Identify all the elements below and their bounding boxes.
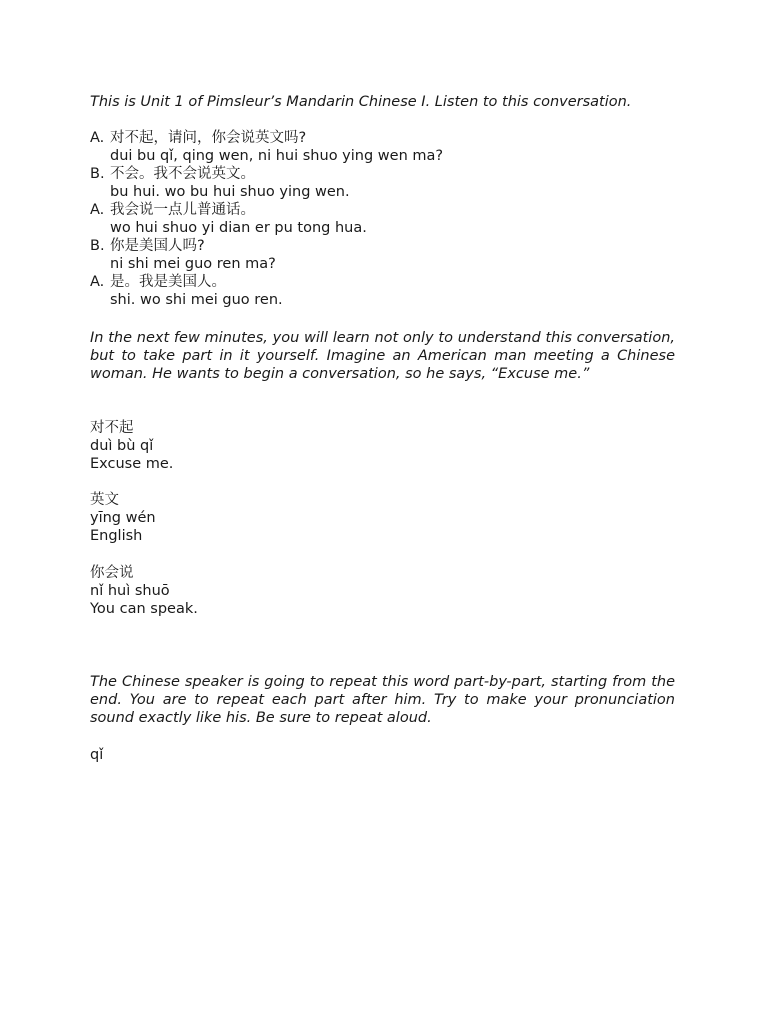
pinyin-text: bu hui. wo bu hui shuo ying wen. bbox=[110, 184, 350, 200]
vocab-pinyin: duì bù qǐ bbox=[90, 438, 154, 454]
dialogue-line bbox=[90, 201, 675, 219]
dialogue-pinyin bbox=[90, 219, 675, 237]
vocab-english: You can speak. bbox=[90, 601, 198, 617]
vocab-entry bbox=[90, 491, 390, 545]
speaker-label: B. bbox=[90, 166, 105, 182]
vocab-hanzi: 英文 bbox=[90, 492, 119, 508]
pinyin-text: dui bu qǐ, qing wen, ni hui shuo ying wen ma? bbox=[110, 148, 444, 164]
hanzi-text: 是。我是美国人。 bbox=[110, 274, 226, 290]
vocab-hanzi: 对不起 bbox=[90, 420, 134, 436]
pinyin-text: ni shi mei guo ren ma? bbox=[110, 256, 276, 272]
hanzi-text: 不会。我不会说英文。 bbox=[110, 166, 255, 182]
repeat-instruction-paragraph: The Chinese speaker is going to repeat this word part-by-part, starting from the end. You are to repeat each part after him. Try to make your pronunciation sound exactly like his. Be sure to repeat aloud. bbox=[90, 674, 675, 726]
pinyin-text: shi. wo shi mei guo ren. bbox=[110, 292, 283, 308]
dialogue-pinyin bbox=[90, 147, 675, 165]
dialogue-pinyin bbox=[90, 255, 675, 273]
instruction-paragraph: In the next few minutes, you will learn not only to understand this conversation, but to take part in it yourself. Imagine an American man meeting a Chinese woman. He wants to begin a conversation, so he says, “Excuse me.” bbox=[90, 330, 675, 382]
vocab-pinyin: yīng wén bbox=[90, 510, 156, 526]
vocab-english: Excuse me. bbox=[90, 456, 174, 472]
dialogue-pinyin bbox=[90, 183, 675, 201]
vocab-entry bbox=[90, 564, 390, 618]
dialogue-line bbox=[90, 129, 675, 147]
dialogue-line bbox=[90, 165, 675, 183]
speaker-label: A. bbox=[90, 202, 105, 218]
speaker-label: B. bbox=[90, 238, 105, 254]
dialogue bbox=[90, 129, 675, 309]
pinyin-text: wo hui shuo yi dian er pu tong hua. bbox=[110, 220, 367, 236]
intro-text: This is Unit 1 of Pimsleur’s Mandarin Chinese I. Listen to this conversation. bbox=[90, 94, 632, 110]
speaker-label: A. bbox=[90, 130, 105, 146]
vocab-english: English bbox=[90, 528, 143, 544]
speaker-label: A. bbox=[90, 274, 105, 290]
dialogue-pinyin bbox=[90, 291, 675, 309]
vocab-hanzi: 你会说 bbox=[90, 565, 134, 581]
vocab-entry bbox=[90, 419, 390, 473]
hanzi-text: 对不起，请问，你会说英文吗? bbox=[110, 130, 307, 146]
hanzi-text: 我会说一点儿普通话。 bbox=[110, 202, 255, 218]
dialogue-line bbox=[90, 237, 675, 255]
dialogue-line bbox=[90, 273, 675, 291]
final-word: qǐ bbox=[90, 747, 104, 763]
vocab-pinyin: nǐ huì shuō bbox=[90, 583, 170, 599]
hanzi-text: 你是美国人吗? bbox=[110, 238, 205, 254]
